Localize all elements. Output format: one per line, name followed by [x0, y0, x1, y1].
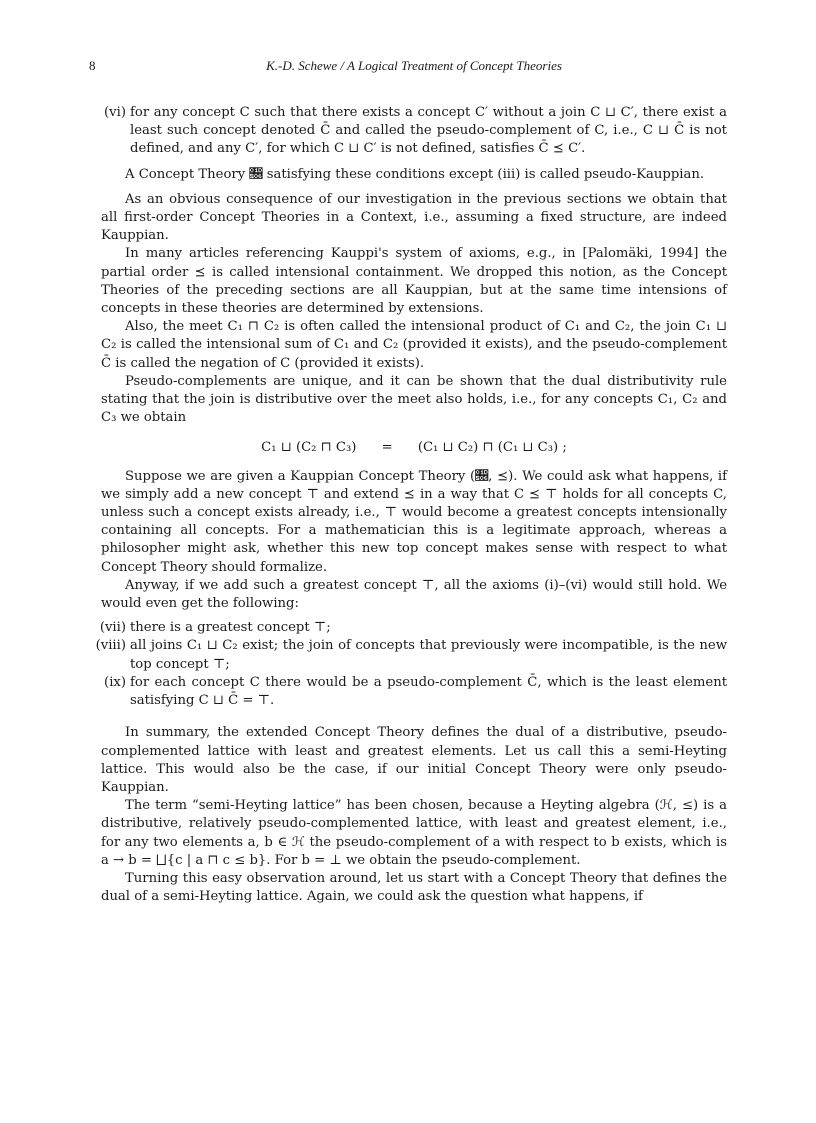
- axiom-list-extended: [95, 619, 727, 710]
- equation-rhs: (C₁ ⊔ C₂) ⊓ (C₁ ⊔ C₃) ;: [417, 440, 567, 456]
- item-text: there is a greatest concept ⊤;: [130, 620, 331, 636]
- paragraph: In summary, the extended Concept Theory defines the dual of a distributive, pseudo-complemented lattice with least and greatest elements. Let us call this a semi-Heyting lattice. This would also be the case, if our initial Concept Theory were only pseudo-Kauppian.: [101, 725, 727, 795]
- item-label: (viii): [95, 638, 126, 654]
- axiom-list-vi: [101, 104, 727, 159]
- paragraph: A Concept Theory 𝔆 satisfying these conditions except (iii) is called pseudo-Kauppian.: [125, 166, 705, 182]
- running-head: K.-D. Schewe / A Logical Treatment of Concept Theories: [266, 58, 562, 73]
- paragraph: Also, the meet C₁ ⊓ C₂ is often called the intensional product of C₁ and C₂, the join C₁ ⊔ C₂ is called the intensional sum of C₁ and C₂ (provided it exists), and the pseudo-complement C̄ is called the negation of C (provided it exists).: [101, 319, 727, 371]
- equation-lhs: C₁ ⊔ (C₂ ⊓ C₃): [261, 440, 357, 456]
- body-text: [95, 104, 727, 906]
- list-item: [101, 619, 727, 637]
- item-text: for any concept C such that there exists a concept C′ without a join C ⊔ C′, there exist a least such concept denoted C̄ and called the pseudo-complement of C, i.e., C ⊔ C̄ is not defined, and any C′, for which C ⊔ C′ is not defined, satisfies C̄ ⪯ C′.: [130, 105, 727, 157]
- paragraph: Suppose we are given a Kauppian Concept Theory (𝔆, ⪯). We could ask what happens, if we simply add a new concept ⊤ and extend ⪯ in a way that C ⪯ ⊤ holds for all concepts C, unless such a concept exists already, i.e., ⊤ would become a greatest concepts intensionally containing all concepts. For a mathematician this is a legitimate approach, whereas a philosopher might ask, whether this new top concept makes sense with respect to what Concept Theory should formalize.: [101, 468, 727, 575]
- paragraph: The term “semi-Heyting lattice” has been chosen, because a Heyting algebra (ℋ, ≤) is a distributive, relatively pseudo-complemented lattice, with least and greatest element, i.e., for any two elements a, b ∈ ℋ the pseudo-complement of a with respect to b exists, which is a → b = ⨆{c | a ⊓ c ≤ b}. For b = ⊥ we obtain the pseudo-complement.: [101, 798, 727, 868]
- item-text: all joins C₁ ⊔ C₂ exist; the join of concepts that previously were incompatible, is the new top concept ⊤;: [130, 638, 727, 672]
- list-item: [101, 104, 727, 159]
- paragraph: Turning this easy observation around, let us start with a Concept Theory that defines the dual of a semi-Heyting lattice. Again, we could ask the question what happens, if: [101, 870, 727, 905]
- equation-relation: =: [381, 440, 393, 456]
- page-header: [0, 58, 816, 78]
- item-label: (vi): [104, 105, 126, 120]
- paragraph: Pseudo-complements are unique, and it can be shown that the dual distributivity rule stating that the join is distributive over the meet also holds, i.e., for any concepts C₁, C₂ and C₃ we obtain: [101, 373, 727, 426]
- paragraph: In many articles referencing Kauppi's system of axioms, e.g., in [Palomäki, 1994] the partial order ⪯ is called intensional containment. We dropped this notion, as the Concept Theories of the preceding sections are all Kauppian, but at the same time intensions of concepts in these theories are determined by extensions.: [101, 246, 727, 317]
- page-number: 8: [89, 58, 96, 73]
- list-item: [95, 637, 727, 673]
- item-label: (ix): [104, 674, 126, 690]
- paragraph: Anyway, if we add such a greatest concept ⊤, all the axioms (i)–(vi) would still hold. We would even get the following:: [101, 577, 727, 612]
- item-text: for each concept C there would be a pseudo-complement C̄, which is the least element satisfying C ⊔ C̄ = ⊤.: [130, 674, 727, 709]
- item-label: (vii): [99, 620, 126, 636]
- paragraph: As an obvious consequence of our investigation in the previous sections we obtain that all first-order Concept Theories in a Context, i.e., assuming a fixed structure, are indeed Kauppian.: [101, 191, 727, 244]
- distributivity-equation: [101, 439, 727, 457]
- list-item: [101, 674, 727, 710]
